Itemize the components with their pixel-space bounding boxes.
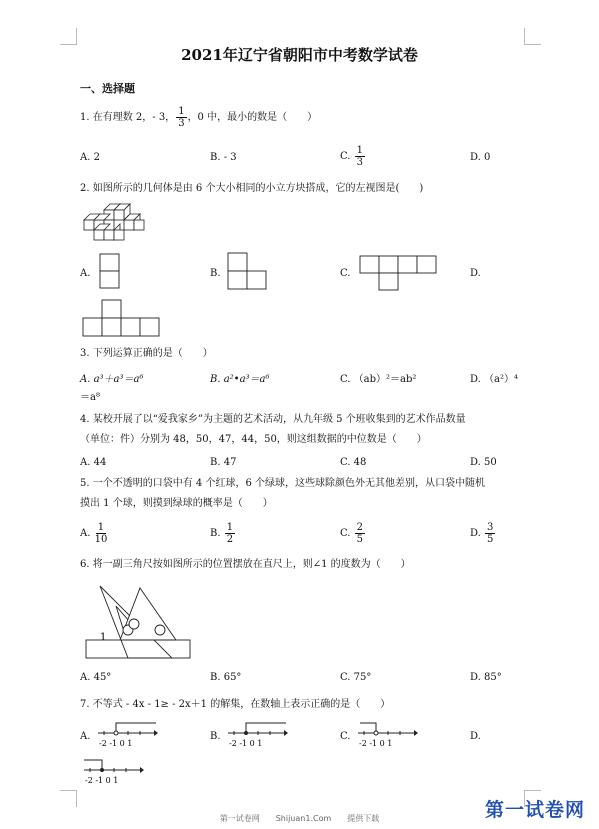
q1-option-a[interactable]: A. 2 [80,152,100,163]
q1-option-d[interactable]: D. 0 [470,152,491,163]
q7-option-b-axis-labels: -2 -1 0 1 [229,739,263,748]
q2-option-c-figure [358,254,440,294]
q2-option-a-figure [98,252,122,292]
question-3: 3. 下列运算正确的是（ ） [80,348,213,359]
q5-option-c[interactable]: C. $\frac{2}{5}$ [340,522,364,545]
q5-option-d[interactable]: D. $\frac{3}{5}$ [470,522,494,545]
q4-option-a[interactable]: A. 44 [80,457,107,468]
q6-triangle-ruler-figure [80,578,192,664]
q6-option-c[interactable]: C. 75° [340,672,372,683]
section-heading: 一、选择题 [80,82,135,95]
page-title: 2021年辽宁省朝阳市中考数学试卷 [181,46,418,64]
question-7: 7. 不等式 - 4x - 1≥ - 2x＋1 的解集，在数轴上表示正确的是（ ） [80,699,391,710]
q7-option-a-axis-labels: -2 -1 0 1 [99,739,133,748]
q7-option-d[interactable]: D. [470,731,481,742]
q4-option-c[interactable]: C. 48 [340,457,367,468]
q2-option-d-figure [80,298,164,340]
q2-option-c[interactable]: C. [340,268,351,279]
q6-option-a[interactable]: A. 45° [80,672,112,683]
q1-stem-b: ，0 中，最小的数是（ ） [187,112,318,123]
page-footer: 第一试卷网 Shijuan1.Com 提供下载 [219,814,380,823]
q4-option-d[interactable]: D. 50 [470,457,497,468]
question-5-line-2: 摸出 1 个球，则摸到绿球的概率是（ ） [80,498,273,509]
q2-option-b-figure [226,251,270,291]
q2-option-d[interactable]: D. [470,268,481,279]
q3-option-c[interactable]: C. （ab）²＝ab² [340,374,417,385]
question-5-line-1: 5. 一个不透明的口袋中有 4 个红球，6 个绿球，这些球除颜色外无其他差别，从口袋中随机 [80,478,485,489]
q1-fraction: $\frac{1}{3}$ [178,106,185,129]
question-1 [80,106,317,129]
q3-option-d[interactable]: D. （a²）⁴ [470,374,518,385]
q7-option-c-numberline [356,719,418,749]
q3-option-a[interactable]: A. a³＋a³＝a⁶ [80,374,144,385]
q6-option-d[interactable]: D. 85° [470,672,502,683]
question-4-line-2: （单位：件）分别为 48，50，47，44，50，则这组数据的中位数是（ ） [80,434,427,445]
q7-option-b[interactable]: B. [210,731,221,742]
q4-option-b[interactable]: B. 47 [210,457,237,468]
q7-option-d-numberline [82,756,144,786]
q7-option-c-axis-labels: -2 -1 0 1 [359,739,393,748]
q7-option-a[interactable]: A. [80,731,91,742]
q7-option-a-numberline [96,719,158,749]
q5-option-b[interactable]: B. $\frac{1}{2}$ [210,522,234,545]
crop-mark-top-right [524,28,541,45]
question-6: 6. 将一副三角尺按如图所示的位置摆放在直尺上，则∠1 的度数为（ ） [80,559,411,570]
q3-option-b[interactable]: B. a²•a³＝a⁶ [210,374,270,385]
crop-mark-bottom-left [60,790,77,807]
q7-option-c[interactable]: C. [340,731,351,742]
q5-option-a[interactable]: A. $\frac{1}{10}$ [80,522,108,545]
q6-angle-label: 1 [100,632,107,643]
brand-watermark: 第一试卷网 [485,799,586,821]
q1-stem-a: 1. 在有理数 2，- 3， [80,112,176,123]
q2-option-a[interactable]: A. [80,268,91,279]
q6-option-b[interactable]: B. 65° [210,672,242,683]
q7-option-d-axis-labels: -2 -1 0 1 [85,776,119,785]
q3-option-d-continued: ＝a⁸ [80,392,100,403]
q1-option-b[interactable]: B. - 3 [210,152,237,163]
q7-option-b-numberline [226,719,288,749]
crop-mark-top-left [60,28,77,45]
question-4-line-1: 4. 某校开展了以“爱我家乡”为主题的艺术活动，从九年级 5 个班收集到的艺术作品数量 [80,414,466,425]
q2-option-b[interactable]: B. [210,268,221,279]
question-2: 2. 如图所示的几何体是由 6 个大小相同的小立方块搭成，它的左视图是( ) [80,183,424,194]
q2-cube-figure [80,200,156,246]
q1-option-c[interactable]: C. $\frac{1}{3}$ [340,145,364,168]
